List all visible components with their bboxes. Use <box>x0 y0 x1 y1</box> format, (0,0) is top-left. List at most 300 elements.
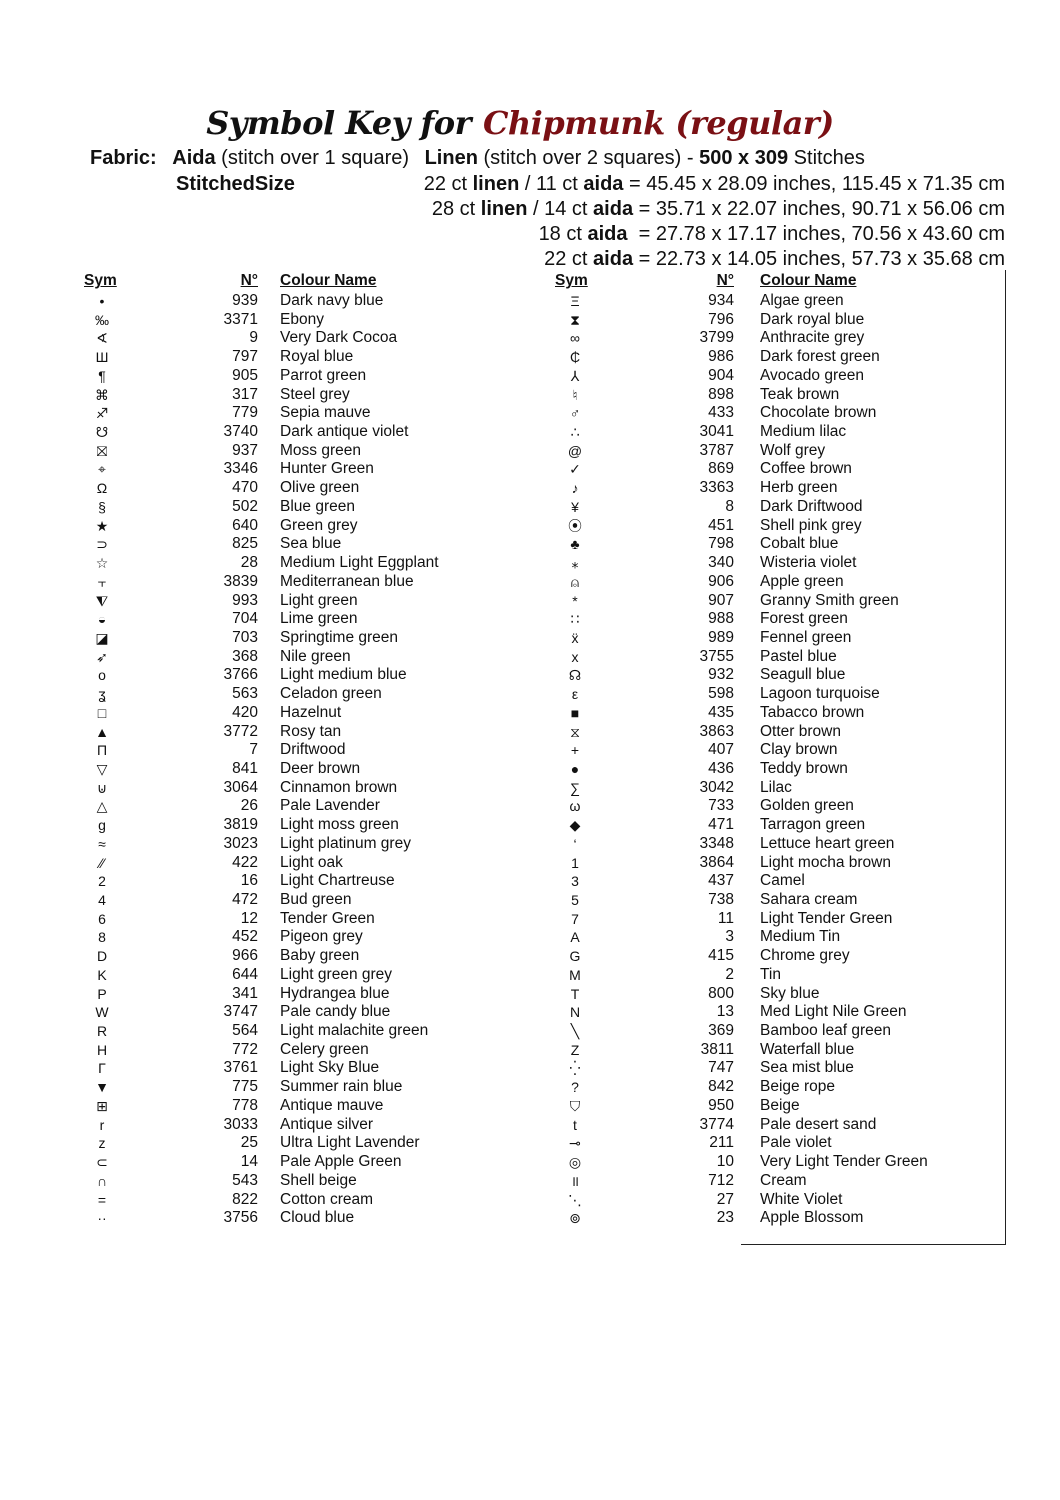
size-pre: 28 ct <box>431 198 481 220</box>
floss-number: 703 <box>232 628 258 646</box>
table-row <box>555 648 1005 667</box>
colour-name: Pale violet <box>760 1134 832 1152</box>
stitched-size-row <box>424 173 1005 196</box>
floss-number: 747 <box>708 1059 734 1077</box>
colour-name: Shell beige <box>280 1171 357 1189</box>
floss-number: 10 <box>716 1153 734 1171</box>
table-row <box>84 592 534 611</box>
floss-number: 3064 <box>223 778 258 796</box>
symbol: ⌘ <box>95 386 109 403</box>
table-row <box>84 311 534 330</box>
symbol: ॥ <box>570 1172 580 1189</box>
symbol: 8 <box>98 929 106 946</box>
table-row <box>84 741 534 760</box>
floss-number: 3041 <box>699 423 734 441</box>
table-row <box>84 910 534 929</box>
symbol: ω <box>569 798 581 815</box>
table-row <box>84 610 534 629</box>
floss-number: 778 <box>232 1096 258 1114</box>
symbol: ⋱ <box>568 1191 582 1208</box>
colour-name: Cinnamon brown <box>280 778 398 796</box>
size-pre: 22 ct <box>423 173 473 195</box>
floss-number: 841 <box>232 759 258 777</box>
symbol: • <box>99 293 105 309</box>
table-row <box>555 517 1005 536</box>
floss-number: 436 <box>708 759 734 777</box>
colour-name: Granny Smith green <box>760 591 899 609</box>
size-post: = 35.71 x 22.07 inches, 90.71 x 56.06 cm <box>633 198 1005 220</box>
table-row <box>555 872 1005 891</box>
symbol: ⛝ <box>96 442 108 459</box>
symbol: □ <box>97 704 107 721</box>
table-row <box>555 573 1005 592</box>
table-row <box>555 535 1005 554</box>
colour-name: Apple green <box>760 572 844 590</box>
symbol: K <box>97 966 107 983</box>
table-row <box>84 554 534 573</box>
size-post: = 22.73 x 14.05 inches, 57.73 x 35.68 cm <box>633 248 1005 270</box>
floss-number: 3363 <box>699 479 734 497</box>
floss-number: 712 <box>708 1171 734 1189</box>
symbol: ⁄⁄ <box>99 854 105 871</box>
colour-name: Anthracite grey <box>760 329 865 347</box>
colour-name: Cotton cream <box>280 1190 374 1208</box>
colour-name: Celadon green <box>280 685 382 703</box>
floss-number: 3756 <box>223 1209 258 1227</box>
table-row <box>84 966 534 985</box>
floss-number: 842 <box>708 1078 734 1096</box>
symbol: ◎ <box>568 1154 582 1171</box>
table-row <box>555 1078 1005 1097</box>
floss-number: 470 <box>232 479 258 497</box>
symbol: ∢ <box>96 330 108 347</box>
floss-number: 905 <box>232 366 258 384</box>
table-row <box>84 947 534 966</box>
symbol: x <box>571 648 579 665</box>
stitches-label: Stitches <box>793 147 865 169</box>
symbol: ♐ <box>95 405 109 422</box>
floss-number: 3042 <box>699 778 734 796</box>
table-row <box>84 1153 534 1172</box>
floss-number: 12 <box>240 909 258 927</box>
fabric-linen-note: (stitch over 2 squares) - <box>483 147 694 169</box>
symbol: ⧖ <box>570 723 580 740</box>
table-row <box>84 1116 534 1135</box>
size-b1: aida <box>593 248 634 270</box>
size-pre: 18 ct <box>538 223 588 245</box>
symbol: T <box>570 985 580 1002</box>
colour-name: Coffee brown <box>760 460 852 478</box>
colour-name: Light moss green <box>280 816 399 834</box>
floss-number: 13 <box>716 1003 734 1021</box>
floss-number: 825 <box>232 535 258 553</box>
symbol: ♪ <box>571 480 579 497</box>
floss-number: 3346 <box>223 460 258 478</box>
floss-number: 27 <box>716 1190 734 1208</box>
floss-number: 950 <box>708 1096 734 1114</box>
floss-number: 934 <box>708 292 734 309</box>
colour-name: Light medium blue <box>280 666 407 684</box>
table-row <box>84 1172 534 1191</box>
table-row <box>555 592 1005 611</box>
symbol: ▼ <box>95 1079 109 1096</box>
symbol: Ш <box>95 349 109 366</box>
header-sym: Sym <box>84 272 117 289</box>
table-row <box>555 329 1005 348</box>
symbol: + <box>570 742 580 759</box>
colour-name: Pale Apple Green <box>280 1153 402 1171</box>
table-row <box>84 854 534 873</box>
floss-number: 797 <box>232 348 258 366</box>
floss-number: 471 <box>708 816 734 834</box>
symbol: ★ <box>95 517 109 534</box>
colour-name: Avocado green <box>760 366 864 384</box>
table-row <box>555 741 1005 760</box>
floss-number: 772 <box>232 1040 258 1058</box>
symbol: ╲ <box>570 1023 580 1040</box>
symbol: ◒ <box>97 611 107 628</box>
symbol-table-left <box>84 272 534 1228</box>
colour-name: Seagull blue <box>760 666 846 684</box>
colour-name: Tender Green <box>280 909 375 927</box>
page-title <box>0 104 1040 142</box>
colour-name: Forest green <box>760 610 848 628</box>
table-row <box>555 1097 1005 1116</box>
fabric-linen: Linen <box>424 147 478 169</box>
floss-number: 869 <box>708 460 734 478</box>
stitched-size-label: StitchedSize <box>176 173 295 195</box>
table-row <box>555 947 1005 966</box>
colour-name: Bamboo leaf green <box>760 1022 891 1040</box>
table-row <box>84 629 534 648</box>
floss-number: 644 <box>232 965 258 983</box>
symbol: ⁛ <box>569 1060 581 1077</box>
table-row <box>84 292 534 311</box>
table-row <box>555 292 1005 311</box>
floss-number: 502 <box>232 497 258 515</box>
floss-number: 437 <box>708 872 734 890</box>
floss-number: 369 <box>708 1022 734 1040</box>
symbol: ⊂ <box>96 1154 108 1171</box>
stitched-size-row <box>432 198 1005 221</box>
floss-number: 3348 <box>699 834 734 852</box>
floss-number: 9 <box>249 329 258 347</box>
colour-name: Waterfall blue <box>760 1040 855 1058</box>
symbol: ▽ <box>96 760 108 777</box>
table-row <box>555 1116 1005 1135</box>
colour-name: Tarragon green <box>760 816 866 834</box>
table-row <box>84 872 534 891</box>
table-row <box>555 1134 1005 1153</box>
colour-name: Algae green <box>760 292 844 309</box>
table-row <box>555 928 1005 947</box>
colour-name: Wolf grey <box>760 441 826 459</box>
floss-number: 435 <box>708 703 734 721</box>
symbol: ‰ <box>95 311 109 328</box>
symbol: ⧨ <box>95 592 109 609</box>
table-row <box>84 442 534 461</box>
fabric-aida: Aida <box>172 147 216 169</box>
floss-number: 798 <box>708 535 734 553</box>
colour-name: Cobalt blue <box>760 535 839 553</box>
floss-number: 822 <box>232 1190 258 1208</box>
table-row <box>555 1191 1005 1210</box>
stitched-size-row <box>539 223 1005 246</box>
symbol: ∑ <box>570 779 580 796</box>
colour-name: White Violet <box>760 1190 843 1208</box>
colour-name: Cloud blue <box>280 1209 355 1227</box>
table-row <box>555 498 1005 517</box>
table-row <box>84 1059 534 1078</box>
table-row <box>84 704 534 723</box>
symbol: ⊸ <box>569 1135 581 1152</box>
colour-name: Medium Light Eggplant <box>280 554 439 572</box>
colour-name: Ebony <box>280 310 324 328</box>
table-row <box>84 685 534 704</box>
table-row <box>84 498 534 517</box>
symbol: ♣ <box>570 536 580 553</box>
symbol: ∞ <box>570 330 580 347</box>
floss-number: 11 <box>717 909 734 927</box>
floss-number: 598 <box>708 685 734 703</box>
floss-number: 341 <box>232 984 258 1002</box>
symbol: 3 <box>571 873 579 890</box>
colour-name: Medium Tin <box>760 928 841 946</box>
floss-number: 422 <box>232 853 258 871</box>
floss-number: 472 <box>232 891 258 908</box>
table-row <box>555 1041 1005 1060</box>
table-row <box>84 816 534 835</box>
colour-name: Apple Blossom <box>760 1209 864 1227</box>
floss-number: 433 <box>708 404 734 422</box>
floss-number: 988 <box>708 610 734 628</box>
table-row <box>84 648 534 667</box>
colour-name: Sky blue <box>760 984 820 1002</box>
colour-name: Very Dark Cocoa <box>280 329 398 347</box>
table-row <box>555 797 1005 816</box>
floss-number: 939 <box>232 292 258 309</box>
table-row <box>84 386 534 405</box>
table-row <box>84 367 534 386</box>
symbol: Γ <box>98 1060 106 1077</box>
colour-name: Herb green <box>760 479 838 497</box>
symbol: ¥ <box>571 498 579 515</box>
symbol: r <box>99 1116 105 1133</box>
floss-number: 3766 <box>223 666 258 684</box>
colour-name: Deer brown <box>280 759 361 777</box>
symbol: ʓ <box>98 686 106 703</box>
colour-name: Light Sky Blue <box>280 1059 380 1077</box>
table-row <box>555 442 1005 461</box>
table-border-bottom <box>741 1244 1006 1245</box>
floss-number: 932 <box>708 666 734 684</box>
symbol: ε <box>571 686 579 703</box>
colour-name: Camel <box>760 872 805 890</box>
floss-number: 904 <box>708 366 734 384</box>
symbol: M <box>569 966 581 983</box>
floss-number: 211 <box>709 1134 734 1152</box>
table-row <box>555 723 1005 742</box>
floss-number: 7 <box>249 741 258 759</box>
symbol: ∩ <box>96 1172 108 1189</box>
size-b2: aida <box>583 173 624 195</box>
table-row <box>84 1022 534 1041</box>
colour-name: Sea blue <box>280 535 342 553</box>
colour-name: Mediterranean blue <box>280 572 414 590</box>
floss-number: 3799 <box>699 329 734 347</box>
colour-name: Beige rope <box>760 1078 835 1096</box>
colour-name: Tabacco brown <box>760 703 865 721</box>
symbol: ≈ <box>98 835 106 852</box>
colour-name: Teddy brown <box>760 759 848 777</box>
floss-number: 3839 <box>223 572 258 590</box>
stitch-dimensions: 500 x 309 <box>699 147 789 169</box>
table-row <box>84 1097 534 1116</box>
symbol: ✓ <box>569 461 581 478</box>
colour-name: Dark antique violet <box>280 423 409 441</box>
floss-number: 543 <box>232 1171 258 1189</box>
symbol: ☆ <box>95 555 109 572</box>
colour-name: Parrot green <box>280 366 367 384</box>
floss-number: 563 <box>232 685 258 703</box>
size-b2: aida <box>593 198 634 220</box>
colour-name: Light Chartreuse <box>280 872 395 890</box>
floss-number: 3023 <box>223 834 258 852</box>
colour-name: Clay brown <box>760 741 838 759</box>
symbol: ☋ <box>95 424 109 441</box>
floss-number: 407 <box>708 741 734 759</box>
table-row <box>84 779 534 798</box>
symbol: ♮ <box>572 386 578 403</box>
symbol: 2 <box>98 873 106 890</box>
floss-number: 3819 <box>223 816 258 834</box>
symbol: 6 <box>98 910 106 927</box>
symbol: H <box>96 1041 108 1058</box>
size-post: = 45.45 x 28.09 inches, 115.45 x 71.35 cm <box>623 173 1005 195</box>
symbol: ● <box>570 760 580 777</box>
colour-name: Golden green <box>760 797 854 815</box>
table-row <box>84 329 534 348</box>
floss-number: 3787 <box>699 441 734 459</box>
pattern-name: Chipmunk (regular) <box>482 104 834 142</box>
table-row <box>84 479 534 498</box>
table-row <box>555 1153 1005 1172</box>
symbol: D <box>96 948 108 965</box>
header-number: N° <box>716 272 734 289</box>
colour-name: Shell pink grey <box>760 516 862 534</box>
header-number: N° <box>240 272 258 289</box>
colour-name: Tin <box>760 965 781 983</box>
floss-number: 3371 <box>223 310 258 328</box>
symbol: ♂ <box>569 405 581 422</box>
colour-name: Pastel blue <box>760 647 837 665</box>
symbol: ⛉ <box>569 1097 581 1114</box>
symbol: N <box>569 1004 581 1021</box>
symbol: W <box>95 1004 109 1021</box>
table-row <box>555 554 1005 573</box>
floss-number: 704 <box>232 610 258 628</box>
floss-number: 989 <box>708 628 734 646</box>
colour-name: Sea mist blue <box>760 1059 854 1077</box>
colour-name: Chocolate brown <box>760 404 877 422</box>
table-border-right <box>1005 270 1006 1245</box>
floss-number: 415 <box>708 947 734 965</box>
table-row <box>555 1209 1005 1228</box>
floss-number: 3774 <box>699 1115 734 1133</box>
floss-number: 775 <box>232 1078 258 1096</box>
colour-name: Light mocha brown <box>760 853 891 871</box>
colour-name: Celery green <box>280 1040 369 1058</box>
symbol-table-right <box>555 272 1005 1228</box>
table-row <box>555 1022 1005 1041</box>
symbol: Π <box>96 742 108 759</box>
floss-number: 3 <box>725 928 734 946</box>
table-row <box>555 666 1005 685</box>
floss-number: 640 <box>232 516 258 534</box>
table-row <box>555 760 1005 779</box>
size-b1: aida <box>587 223 628 245</box>
table-row <box>555 816 1005 835</box>
table-row <box>84 1041 534 1060</box>
symbol: ▲ <box>95 723 109 740</box>
symbol: ? <box>571 1079 579 1096</box>
floss-number: 16 <box>240 872 258 890</box>
table-row <box>555 704 1005 723</box>
symbol: ⌖ <box>98 461 106 478</box>
symbol: ⅄ <box>570 367 580 384</box>
floss-number: 28 <box>240 554 258 572</box>
floss-number: 3863 <box>699 722 734 740</box>
header-colour-name: Colour Name <box>760 272 857 289</box>
colour-name: Lime green <box>280 610 358 628</box>
symbol: Ω <box>96 480 108 497</box>
colour-name: Cream <box>760 1171 807 1189</box>
floss-number: 26 <box>240 797 258 815</box>
colour-name: Light green <box>280 591 358 609</box>
symbol: ¶ <box>98 367 106 384</box>
table-row <box>555 910 1005 929</box>
colour-name: Lilac <box>760 778 792 796</box>
table-row <box>555 1003 1005 1022</box>
colour-name: Chrome grey <box>760 947 850 965</box>
floss-number: 986 <box>708 348 734 366</box>
table-header <box>84 272 534 292</box>
table-row <box>84 1078 534 1097</box>
table-row <box>555 479 1005 498</box>
floss-number: 564 <box>232 1022 258 1040</box>
colour-name: Pigeon grey <box>280 928 363 946</box>
floss-number: 8 <box>725 497 734 515</box>
symbol: G <box>569 948 581 965</box>
floss-number: 340 <box>708 554 734 572</box>
symbol: Z <box>570 1041 580 1058</box>
symbol: t <box>573 1116 577 1133</box>
colour-name: Medium lilac <box>760 423 847 441</box>
symbol: ⊞ <box>96 1097 108 1114</box>
floss-number: 25 <box>240 1134 258 1152</box>
colour-name: Sahara cream <box>760 891 858 908</box>
colour-name: Nile green <box>280 647 351 665</box>
header-colour-name: Colour Name <box>280 272 377 289</box>
table-row <box>555 367 1005 386</box>
table-row <box>84 891 534 910</box>
size-b1: linen <box>480 198 528 220</box>
symbol: ẍ <box>571 629 579 646</box>
colour-name: Bud green <box>280 891 352 908</box>
colour-name: Antique silver <box>280 1115 374 1133</box>
symbol: ⊃ <box>96 536 108 553</box>
symbol: P <box>97 985 107 1002</box>
